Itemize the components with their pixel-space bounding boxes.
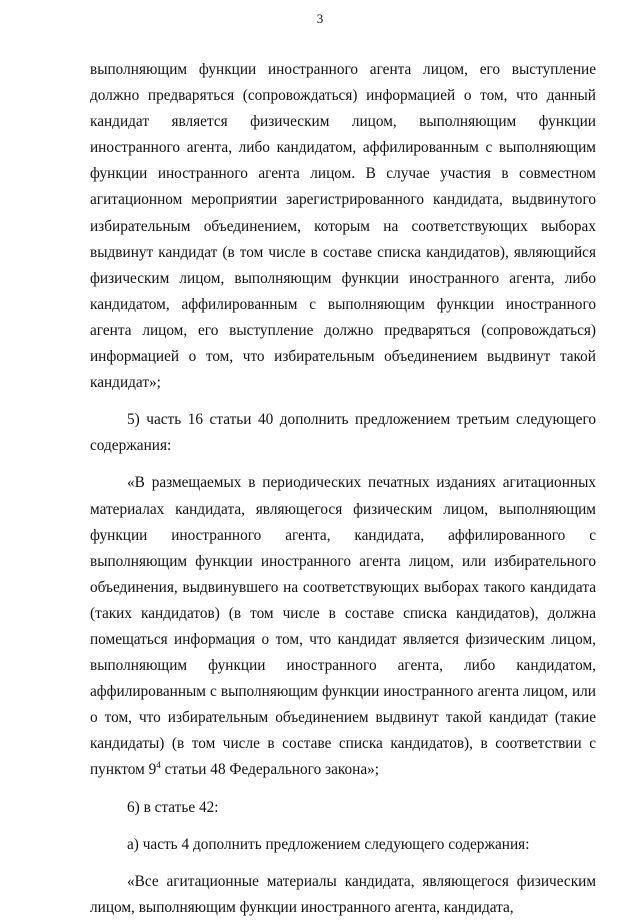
paragraph-quote-start: «Все агитационные материалы кандидата, являющегося физическим лицом, выполняющим функции иностранного агента, кандидата,: [90, 872, 596, 916]
quote-text-end: статьи 48 Федерального закона»;: [160, 761, 380, 779]
paragraph-subitem-a: а) часть 4 дополнить предложением следующего содержания:: [127, 835, 530, 853]
paragraph-item-6: 6) в статье 42:: [127, 798, 219, 816]
quote-text: «В размещаемых в периодических печатных изданиях агитационных материалах кандидата, являющегося физическим лицом, выполняющим функции иностранного агента, кандидата, аффилированного с выполняющим функции иностранного агента лицом, или избирательного объединения, выдвинувшего на соответствующих выборах такого кандидата (таких кандидатов) (в том числе в составе списка кандидатов), должна помещаться информация о том, что кандидат является физическим лицом, выполняющим функции иностранного агента, либо кандидатом, аффилированным с выполняющим функции иностранного агента лицом, или о том, что избирательным объединением выдвинут такой кандидат (такие кандидаты) (в том числе в составе списка кандидатов), в соответствии с пунктом 9: [90, 474, 596, 779]
paragraph-item-5: 5) часть 16 статьи 40 дополнить предложением третьим следующего содержания:: [90, 411, 596, 455]
page-number: 3: [316, 11, 324, 26]
paragraph-quote-amendment: [90, 470, 596, 783]
superscript-index: 4: [156, 760, 161, 771]
paragraph-continuation: выполняющим функции иностранного агента лицом, его выступление должно предваряться (сопровождаться) информацией о том, что данный кандидат является физическим лицом, выполняющим функции иностранного агента, либо кандидатом, аффилированным с выполняющим функции иностранного агента лицом. В случае участия в совместном агитационном мероприятии зарегистрированного кандидата, выдвинутого избирательным объединением, которым на соответствующих выборах выдвинут кандидат (в том числе в составе списка кандидатов), являющийся физическим лицом, выполняющим функции иностранного агента, либо кандидатом, аффилированным с выполняющим функции иностранного агента лицом, его выступление должно предваряться (сопровождаться) информацией о том, что избирательным объединением выдвинут такой кандидат»;: [90, 61, 596, 392]
document-body: [90, 57, 596, 921]
